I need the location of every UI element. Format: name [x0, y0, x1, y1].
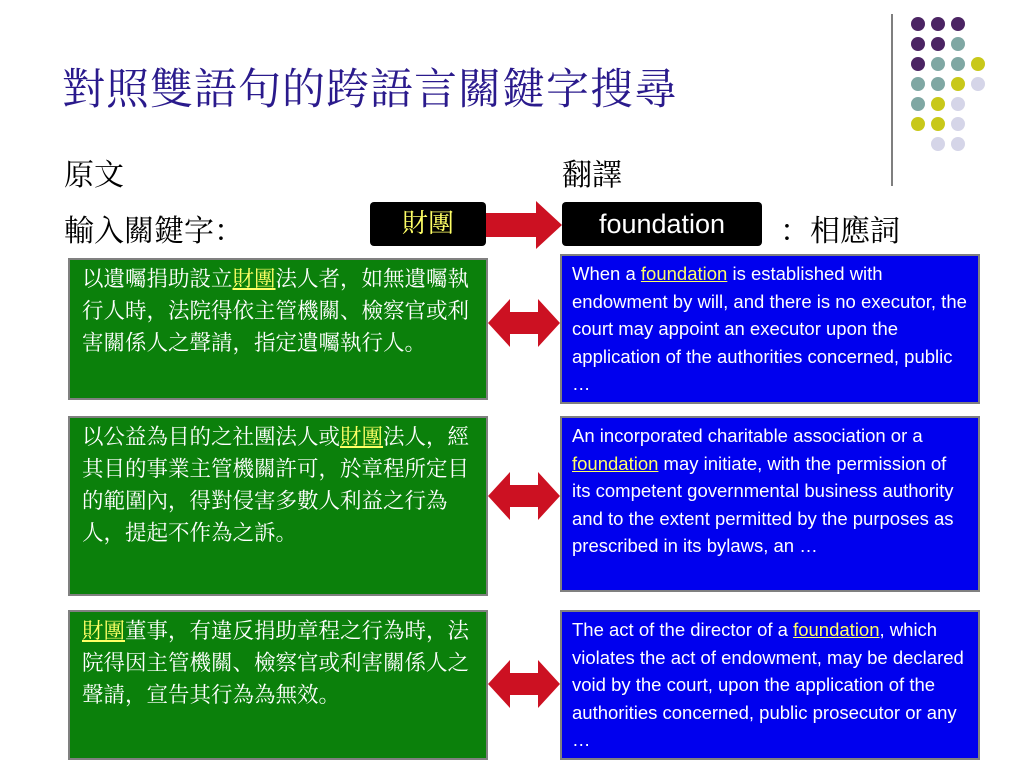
decorative-divider [891, 14, 893, 186]
en-text: An incorporated charitable association or a [572, 425, 923, 446]
decorative-dot [911, 57, 925, 71]
decorative-dot [911, 37, 925, 51]
zh-keyword-highlight[interactable]: 財團 [82, 619, 126, 644]
decorative-dot [951, 57, 965, 71]
en-text: , which violates the act of endowment, may be declared void by the court, upon the application of the authorities concerned, public prosecutor or any … [572, 619, 964, 750]
decorative-dot [931, 37, 945, 51]
input-keyword-label: 輸入關鍵字： [64, 214, 244, 249]
translation-label: 翻譯 [562, 158, 622, 193]
decorative-dot [971, 57, 985, 71]
source-label: 原文 [64, 158, 124, 193]
decorative-dot [931, 57, 945, 71]
decorative-dot [931, 17, 945, 31]
decorative-dot [951, 37, 965, 51]
decorative-dot [951, 77, 965, 91]
zh-text: 法人者，如無遺囑執行人時，法院得依主管機關、檢察官或利害關係人之聲請，指定遺囑執行人。 [82, 267, 470, 356]
corresponding-term-label: ：相應詞 [780, 214, 900, 249]
decorative-dot [931, 137, 945, 151]
decorative-dot [931, 77, 945, 91]
en-sentence-3 [560, 610, 980, 760]
decorative-dot [911, 77, 925, 91]
translated-keyword-box[interactable]: foundation [562, 202, 762, 246]
decorative-dot [911, 117, 925, 131]
zh-keyword-highlight[interactable]: 財團 [232, 267, 276, 292]
zh-keyword-highlight[interactable]: 財團 [340, 425, 384, 450]
zh-text: 以遺囑捐助設立 [82, 267, 233, 292]
decorative-dot [931, 117, 945, 131]
decorative-dot [931, 97, 945, 111]
keyword-box[interactable]: 財團 [370, 202, 486, 246]
decorative-dot [951, 17, 965, 31]
decorative-dot [951, 97, 965, 111]
en-text: The act of the director of a [572, 619, 794, 640]
en-keyword-highlight[interactable]: foundation [793, 619, 880, 640]
zh-text: 董事，有違反捐助章程之行為時，法院得因主管機關、檢察官或利害關係人之聲請，宣告其行為為無效。 [82, 619, 470, 708]
en-text: When a [572, 263, 641, 284]
right-arrow-icon [486, 199, 564, 251]
bidirectional-arrow-icon [488, 297, 560, 349]
zh-sentence-3 [68, 610, 488, 760]
en-keyword-highlight[interactable]: foundation [640, 263, 728, 284]
bidirectional-arrow-icon [488, 658, 560, 710]
en-keyword-highlight[interactable]: foundation [572, 452, 659, 474]
en-text: may initiate, with the permission of its competent governmental business authority and to the extent permitted by the purposes as prescribed in its bylaws, an … [572, 452, 954, 556]
en-sentence-2 [560, 416, 980, 592]
decorative-dot [971, 77, 985, 91]
decorative-dot [951, 137, 965, 151]
zh-text: 以公益為目的之社團法人或 [82, 425, 341, 450]
en-sentence-1 [560, 254, 980, 404]
bidirectional-arrow-icon [488, 470, 560, 522]
slide-title: 對照雙語句的跨語言關鍵字搜尋 [62, 65, 678, 115]
en-text: is established with endowment by will, and there is no executor, the court may appoint an executor upon the application of the authorities concerned, public … [572, 263, 967, 394]
zh-sentence-1 [68, 258, 488, 400]
decorative-dot [951, 117, 965, 131]
zh-sentence-2 [68, 416, 488, 596]
decorative-dot [911, 17, 925, 31]
decorative-dot-grid [908, 14, 1018, 174]
decorative-dot [911, 97, 925, 111]
zh-text: 法人，經其目的事業主管機關許可，於章程所定目的範圍內，得對侵害多數人利益之行為人，提起不作為之訴。 [82, 425, 470, 546]
